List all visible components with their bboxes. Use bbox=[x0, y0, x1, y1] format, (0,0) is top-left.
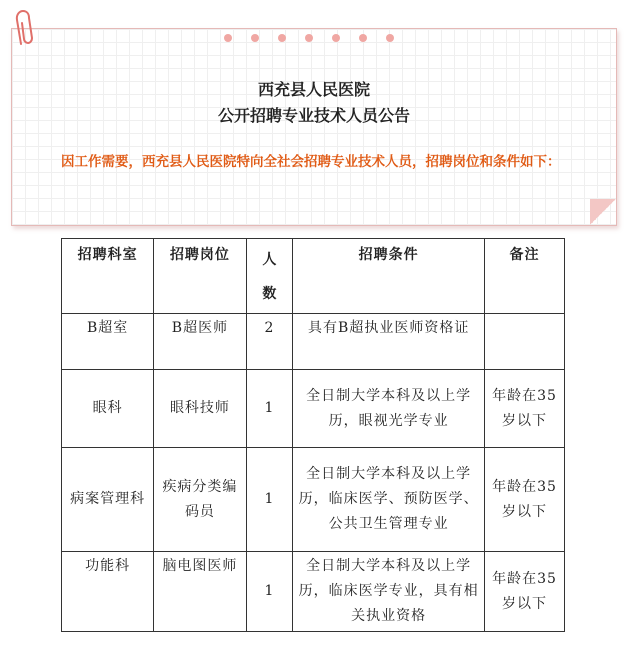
cell-post: B超医师 bbox=[154, 314, 246, 370]
cell-count: 1 bbox=[246, 448, 293, 552]
notice-card bbox=[11, 28, 617, 226]
table-row bbox=[62, 314, 565, 370]
dot bbox=[386, 34, 394, 42]
header-post: 招聘岗位 bbox=[154, 239, 246, 314]
notice-title-line1: 西充县人民医院 bbox=[257, 80, 370, 99]
cell-post: 眼科技师 bbox=[154, 370, 246, 448]
cell-condition: 具有B超执业医师资格证 bbox=[293, 314, 485, 370]
cell-note: 年龄在35岁以下 bbox=[485, 552, 565, 632]
cell-count: 1 bbox=[246, 552, 293, 632]
cell-dept: 功能科 bbox=[62, 552, 154, 632]
notice-title-line2: 公开招聘专业技术人员公告 bbox=[217, 106, 410, 125]
recruitment-table bbox=[61, 238, 565, 632]
table-row bbox=[62, 448, 565, 552]
dot bbox=[305, 34, 313, 42]
header-condition: 招聘条件 bbox=[293, 239, 485, 314]
cell-dept: 眼科 bbox=[62, 370, 154, 448]
cell-note: 年龄在35岁以下 bbox=[485, 370, 565, 448]
cell-note bbox=[485, 314, 565, 370]
header-note: 备注 bbox=[485, 239, 565, 314]
dot bbox=[359, 34, 367, 42]
notice-intro: 因工作需要，西充县人民医院特向全社会招聘专业技术人员，招聘岗位和条件如下： bbox=[61, 154, 561, 170]
table-row bbox=[62, 552, 565, 632]
paperclip-icon bbox=[14, 8, 36, 48]
cell-condition: 全日制大学本科及以上学历，眼视光学专业 bbox=[293, 370, 485, 448]
cell-post: 脑电图医师 bbox=[154, 552, 246, 632]
cell-note: 年龄在35岁以下 bbox=[485, 448, 565, 552]
dot bbox=[332, 34, 340, 42]
page-fold-corner bbox=[590, 199, 616, 225]
header-count-label: 人数 bbox=[262, 252, 278, 302]
header-dept: 招聘科室 bbox=[62, 239, 154, 314]
cell-count: 2 bbox=[246, 314, 293, 370]
decorative-dots bbox=[224, 34, 394, 42]
cell-post: 疾病分类编码员 bbox=[154, 448, 246, 552]
cell-dept: B超室 bbox=[62, 314, 154, 370]
cell-dept: 病案管理科 bbox=[62, 448, 154, 552]
cell-condition: 全日制大学本科及以上学历，临床医学专业，具有相关执业资格 bbox=[293, 552, 485, 632]
table-header-row bbox=[62, 239, 565, 314]
dot bbox=[278, 34, 286, 42]
table-row bbox=[62, 370, 565, 448]
cell-count: 1 bbox=[246, 370, 293, 448]
cell-condition: 全日制大学本科及以上学历，临床医学、预防医学、公共卫生管理专业 bbox=[293, 448, 485, 552]
header-count bbox=[246, 239, 293, 314]
dot bbox=[251, 34, 259, 42]
dot bbox=[224, 34, 232, 42]
